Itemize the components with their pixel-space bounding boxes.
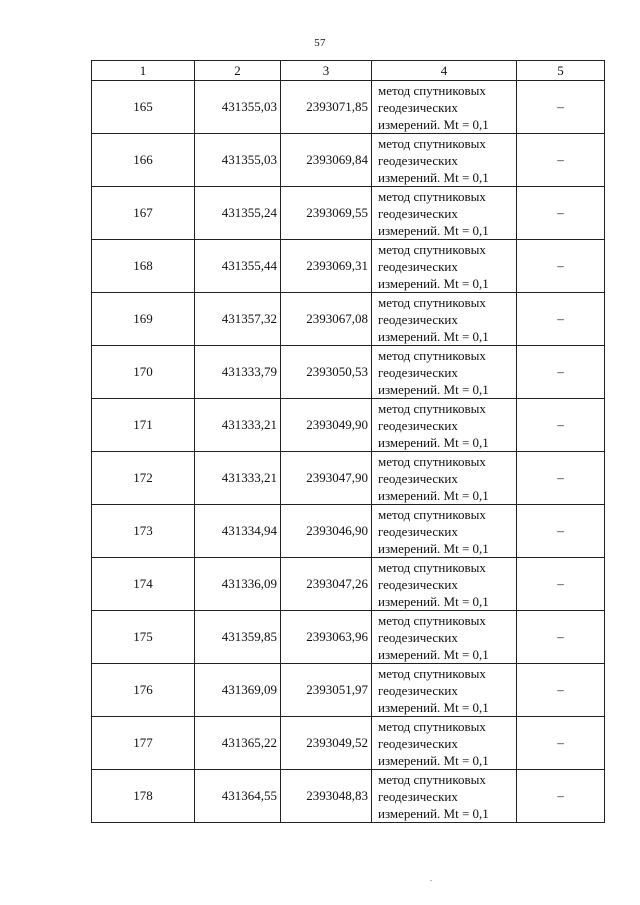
coordinate-x: 431333,79	[195, 346, 281, 399]
method-line: измерений. Mt = 0,1	[378, 646, 489, 662]
coordinate-y: 2393047,26	[281, 558, 372, 611]
coordinate-y: 2393063,96	[281, 611, 372, 664]
header-col-3: 3	[281, 61, 372, 81]
point-number: 172	[92, 452, 195, 505]
table-body	[92, 81, 605, 823]
coordinate-x: 431336,09	[195, 558, 281, 611]
method-line: метод спутниковых	[378, 400, 486, 416]
note-dash: –	[517, 81, 605, 134]
point-number: 167	[92, 187, 195, 240]
method-line: геодезических	[378, 788, 458, 804]
method-line: измерений. Mt = 0,1	[378, 381, 489, 397]
coordinate-x: 431355,24	[195, 187, 281, 240]
method-line: измерений. Mt = 0,1	[378, 275, 489, 291]
method-line: метод спутниковых	[378, 347, 486, 363]
note-dash: –	[517, 240, 605, 293]
note-dash: –	[517, 664, 605, 717]
page-number: 57	[314, 37, 326, 49]
method-line: геодезических	[378, 629, 458, 645]
method-line: измерений. Mt = 0,1	[378, 752, 489, 768]
coordinates-table	[91, 60, 605, 823]
method-line: геодезических	[378, 152, 458, 168]
point-number: 173	[92, 505, 195, 558]
coordinate-y: 2393069,84	[281, 134, 372, 187]
point-number: 177	[92, 717, 195, 770]
coordinate-x: 431365,22	[195, 717, 281, 770]
coordinate-x: 431355,03	[195, 134, 281, 187]
note-dash: –	[517, 346, 605, 399]
coordinate-y: 2393051,97	[281, 664, 372, 717]
method-line: метод спутниковых	[378, 559, 486, 575]
method-line: измерений. Mt = 0,1	[378, 222, 489, 238]
point-number: 166	[92, 134, 195, 187]
coordinate-x: 431369,09	[195, 664, 281, 717]
method-line: измерений. Mt = 0,1	[378, 434, 489, 450]
note-dash: –	[517, 770, 605, 823]
table-row	[92, 399, 605, 452]
method-line: измерений. Mt = 0,1	[378, 487, 489, 503]
method-line: метод спутниковых	[378, 612, 486, 628]
table-row	[92, 505, 605, 558]
method-line: геодезических	[378, 682, 458, 698]
table-row	[92, 452, 605, 505]
method-description	[372, 134, 517, 187]
coordinate-x: 431359,85	[195, 611, 281, 664]
table-row	[92, 611, 605, 664]
method-line: геодезических	[378, 735, 458, 751]
method-description	[372, 81, 517, 134]
note-dash: –	[517, 187, 605, 240]
note-dash: –	[517, 611, 605, 664]
method-description	[372, 293, 517, 346]
point-number: 175	[92, 611, 195, 664]
header-col-1: 1	[92, 61, 195, 81]
method-line: геодезических	[378, 576, 458, 592]
method-line: геодезических	[378, 99, 458, 115]
method-description	[372, 187, 517, 240]
header-col-2: 2	[195, 61, 281, 81]
coordinate-y: 2393069,31	[281, 240, 372, 293]
method-line: измерений. Mt = 0,1	[378, 593, 489, 609]
table-row	[92, 293, 605, 346]
table-row	[92, 664, 605, 717]
coordinate-y: 2393050,53	[281, 346, 372, 399]
scan-speck	[430, 880, 432, 881]
method-line: метод спутниковых	[378, 188, 486, 204]
coordinate-y: 2393067,08	[281, 293, 372, 346]
method-line: метод спутниковых	[378, 82, 486, 98]
method-line: геодезических	[378, 205, 458, 221]
note-dash: –	[517, 717, 605, 770]
method-line: геодезических	[378, 417, 458, 433]
coordinate-x: 431355,03	[195, 81, 281, 134]
method-line: геодезических	[378, 523, 458, 539]
point-number: 178	[92, 770, 195, 823]
method-description	[372, 611, 517, 664]
method-line: метод спутниковых	[378, 665, 486, 681]
method-line: геодезических	[378, 470, 458, 486]
method-line: измерений. Mt = 0,1	[378, 116, 489, 132]
method-line: метод спутниковых	[378, 135, 486, 151]
method-description	[372, 558, 517, 611]
coordinate-y: 2393069,55	[281, 187, 372, 240]
note-dash: –	[517, 134, 605, 187]
coordinate-y: 2393046,90	[281, 505, 372, 558]
method-description	[372, 505, 517, 558]
method-line: метод спутниковых	[378, 241, 486, 257]
table-row	[92, 558, 605, 611]
method-line: измерений. Mt = 0,1	[378, 540, 489, 556]
method-description	[372, 770, 517, 823]
point-number: 168	[92, 240, 195, 293]
method-description	[372, 664, 517, 717]
method-line: измерений. Mt = 0,1	[378, 169, 489, 185]
note-dash: –	[517, 505, 605, 558]
point-number: 165	[92, 81, 195, 134]
method-description	[372, 346, 517, 399]
note-dash: –	[517, 293, 605, 346]
method-description	[372, 240, 517, 293]
coordinate-x: 431333,21	[195, 452, 281, 505]
method-description	[372, 717, 517, 770]
point-number: 169	[92, 293, 195, 346]
method-line: метод спутниковых	[378, 506, 486, 522]
coordinate-x: 431364,55	[195, 770, 281, 823]
point-number: 176	[92, 664, 195, 717]
coordinate-x: 431357,32	[195, 293, 281, 346]
method-description	[372, 399, 517, 452]
header-col-5: 5	[517, 61, 605, 81]
note-dash: –	[517, 452, 605, 505]
coordinate-y: 2393071,85	[281, 81, 372, 134]
coordinate-y: 2393049,90	[281, 399, 372, 452]
point-number: 170	[92, 346, 195, 399]
table-row	[92, 134, 605, 187]
coordinate-x: 431333,21	[195, 399, 281, 452]
coordinate-y: 2393047,90	[281, 452, 372, 505]
table-row	[92, 717, 605, 770]
coordinate-x: 431334,94	[195, 505, 281, 558]
method-line: измерений. Mt = 0,1	[378, 805, 489, 821]
table-row	[92, 240, 605, 293]
table-row	[92, 346, 605, 399]
note-dash: –	[517, 558, 605, 611]
method-description	[372, 452, 517, 505]
method-line: измерений. Mt = 0,1	[378, 699, 489, 715]
coordinate-x: 431355,44	[195, 240, 281, 293]
method-line: метод спутниковых	[378, 453, 486, 469]
method-line: геодезических	[378, 311, 458, 327]
header-col-4: 4	[372, 61, 517, 81]
method-line: метод спутниковых	[378, 718, 486, 734]
method-line: геодезических	[378, 258, 458, 274]
table-row	[92, 770, 605, 823]
method-line: метод спутниковых	[378, 294, 486, 310]
point-number: 171	[92, 399, 195, 452]
coordinate-y: 2393049,52	[281, 717, 372, 770]
note-dash: –	[517, 399, 605, 452]
table-header-row	[92, 61, 605, 81]
table-row	[92, 187, 605, 240]
table-row	[92, 81, 605, 134]
method-line: измерений. Mt = 0,1	[378, 328, 489, 344]
coordinate-y: 2393048,83	[281, 770, 372, 823]
point-number: 174	[92, 558, 195, 611]
method-line: геодезических	[378, 364, 458, 380]
method-line: метод спутниковых	[378, 771, 486, 787]
